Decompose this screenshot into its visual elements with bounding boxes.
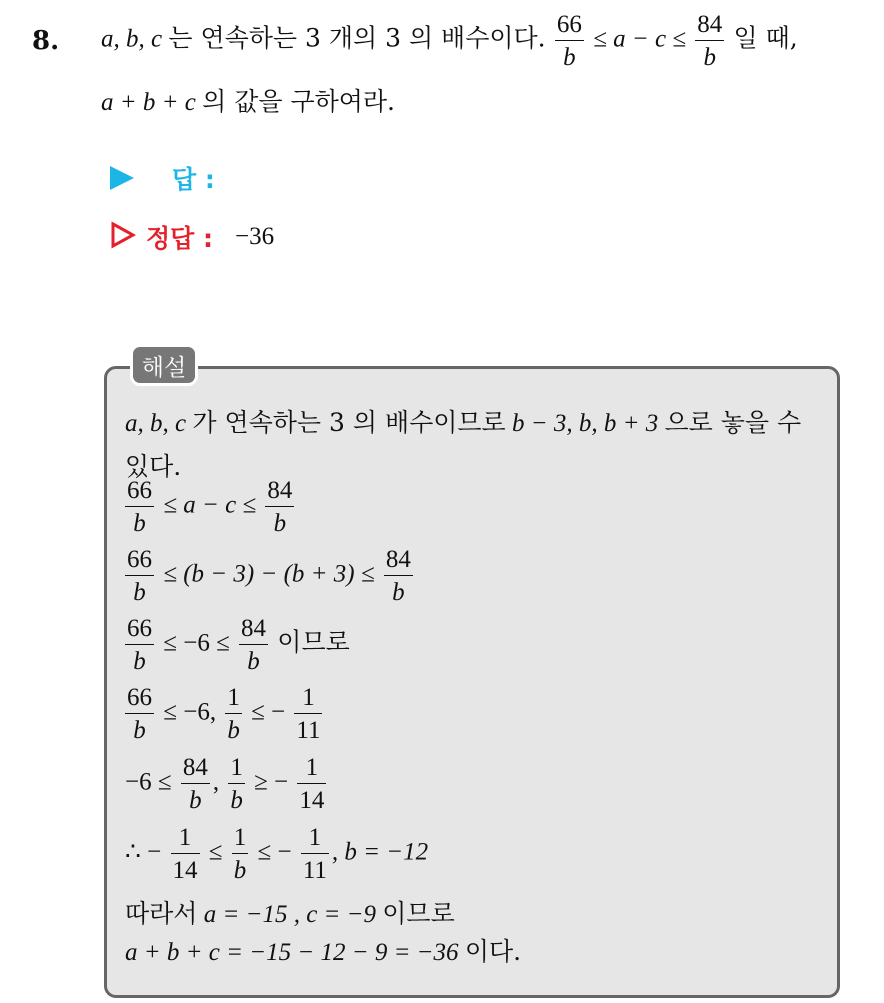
question-line-1 (101, 12, 798, 70)
answer-row (110, 160, 215, 196)
correct-answer-label: 정답 : (146, 224, 214, 253)
solution-line-2: 있다. (125, 452, 182, 481)
question-vars: a, b, c (101, 25, 163, 53)
solution-line-7: −6 ≤ $\frac{84}{b}$ , $\frac{1}{b}$ ≥ − $\frac{1}{14}$ (125, 754, 325, 814)
solution-line-5: $\frac{66}{b}$ ≤ −6 ≤ $\frac{84}{b}$ 이므로 (127, 615, 350, 675)
question-number: 8. (32, 26, 60, 56)
play-triangle-icon (110, 166, 134, 190)
question-text-a: 는 연속하는 3 개의 3 의 배수이다. (168, 23, 546, 53)
solution-line-4: $\frac{66}{b}$ ≤ (b − 3) − (b + 3) ≤ $\frac{84}{b}$ (127, 546, 411, 606)
question-inequality: ≤ a − c ≤ (593, 25, 687, 53)
question-text-b: 일 때, (733, 23, 798, 53)
question-text-c: 의 값을 구하여라. (202, 87, 395, 116)
question-fraction-left: $\frac{66}{b}$ (556, 11, 582, 71)
correct-answer-row (110, 219, 274, 255)
solution-line-3: $\frac{66}{b}$ ≤ a − c ≤ $\frac{84}{b}$ (127, 477, 293, 537)
outline-triangle-icon (110, 221, 136, 253)
correct-answer-value: −36 (235, 223, 275, 250)
question-expression: a + b + c (101, 89, 196, 116)
question-fraction-right: $\frac{84}{b}$ (697, 11, 723, 71)
solution-line-10: a + b + c = −15 − 12 − 9 = −36 이다. (125, 937, 522, 966)
solution-line-6: $\frac{66}{b}$ ≤ −6, $\frac{1}{b}$ ≤ − $\frac{1}{11}$ (127, 684, 321, 744)
answer-label: 답 : (172, 165, 215, 194)
solution-line-9: 따라서 a = −15 , c = −9 이므로 (125, 899, 455, 928)
question-line-2 (101, 82, 395, 118)
solution-line-8: ∴ − $\frac{1}{14}$ ≤ $\frac{1}{b}$ ≤ − $\frac{1}{11}$ , b = −12 (125, 824, 429, 884)
solution-tab: 해설 (130, 344, 198, 386)
solution-line-1: a, b, c 가 연속하는 3 의 배수이므로 b − 3, b, b + 3 으로 놓을 수 (125, 408, 802, 437)
